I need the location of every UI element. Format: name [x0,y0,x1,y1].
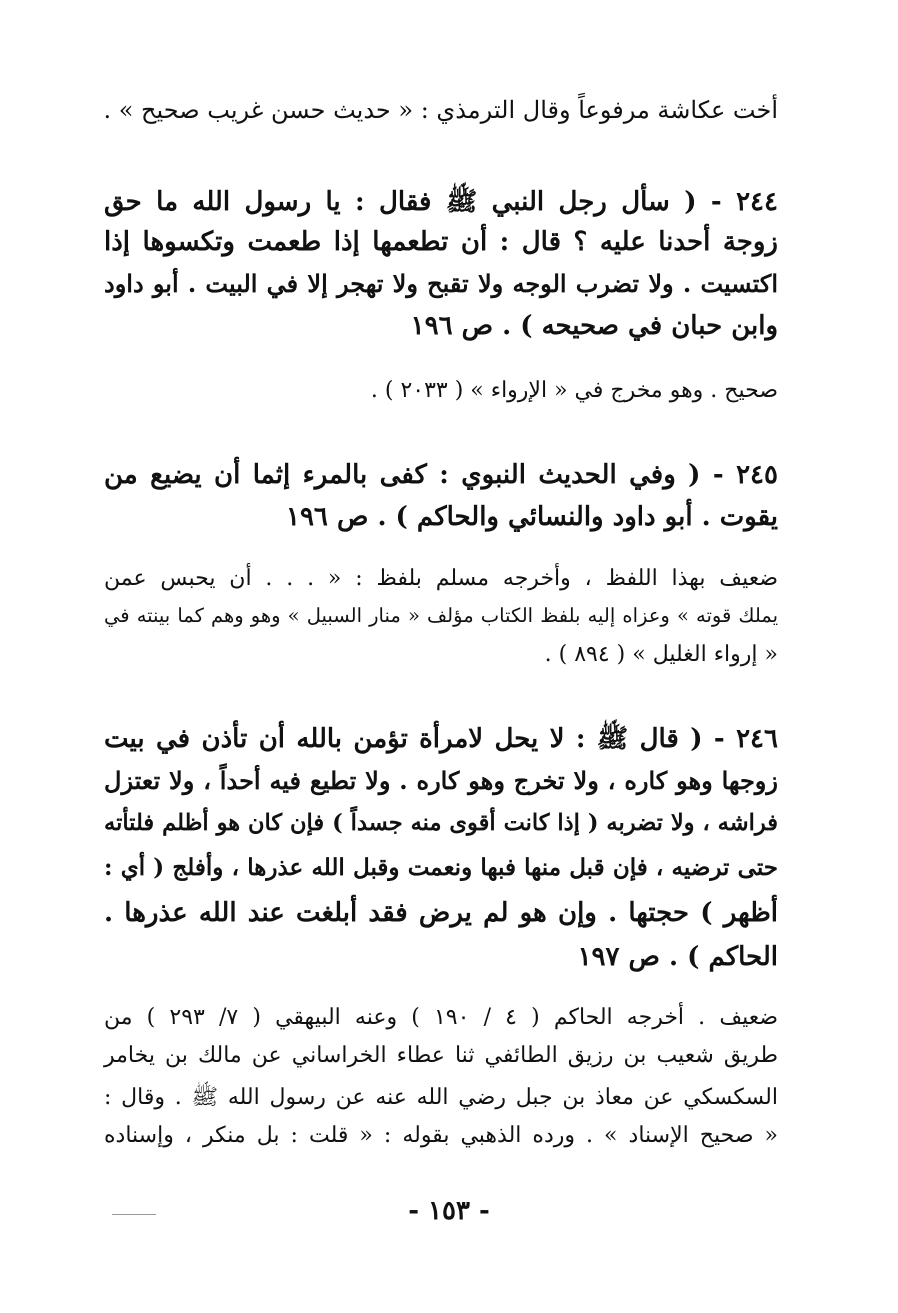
hadith-245-line-1: ٢٤٥ - ( وفي الحديث النبوي : كفى بالمرء إثما أن يضيع من [104,460,778,490]
hadith-246-line-4: حتى ترضيه ، فإن قبل منها فبها ونعمت وقبل الله عذرها ، وأفلج ( أي : [104,854,778,881]
hadith-244-line-4: وابن حبان في صحيحه ) . ص ١٩٦ [410,311,778,341]
hadith-246-line-5: أظهر ) حجتها . وإن هو لم يرض فقد أبلغت عند الله عذرها . [104,898,778,928]
hadith-244-line-3: اكتسيت . ولا تضرب الوجه ولا تقبح ولا تهجر إلا في البيت . أبو داود [104,269,778,298]
hadith-245-note-line-2: يملك قوته » وعزاه إليه بلفظ الكتاب مؤلف « منار السبيل » وهو وهم كما بينته في [104,604,778,627]
hadith-245-line-2: يقوت . أبو داود والنسائي والحاكم ) . ص ١٩٦ [286,502,778,532]
hadith-246-line-3: فراشه ، ولا تضربه ( إذا كانت أقوى منه جسداً ) فإن كان هو أظلم فلتأته [104,810,778,836]
hadith-245-note-line-1: ضعيف بهذا اللفظ ، وأخرجه مسلم بلفظ : « . . . أن يحبس عمن [104,566,778,591]
hadith-245-note-line-3: « إرواء الغليل » ( ٨٩٤ ) . [544,642,778,667]
hadith-244-line-1: ٢٤٤ - ( سأل رجل النبي ﷺ فقال : يا رسول الله ما حق [104,187,778,217]
page-number: - ١٥٣ - [408,1196,490,1226]
hadith-244-note: صحيح . وهو مخرج في « الإرواء » ( ٢٠٣٣ ) . [370,378,778,403]
hadith-246-note-line-3: السكسكي عن معاذ بن جبل رضي الله عنه عن رسول الله ﷺ . وقال : [104,1085,778,1110]
hadith-246-line-2: زوجها وهو كاره ، ولا تخرج وهو كاره . ولا تطيع فيه أحداً ، ولا تعتزل [104,766,778,795]
hadith-246-line-6: الحاكم ) . ص ١٩٧ [577,942,778,972]
hadith-244-line-2: زوجة أحدنا عليه ؟ قال : أن تطعمها إذا طعمت وتكسوها إذا [104,227,778,257]
intro-line-1: أخت عكاشة مرفوعاً وقال الترمذي : « حديث حسن غريب صحيح » . [103,96,778,124]
hadith-246-note-line-1: ضعيف . أخرجه الحاكم ( ٤ / ١٩٠ ) وعنه البيهقي ( ٧/ ٢٩٣ ) من [104,1005,779,1030]
hadith-246-note-line-2: طريق شعيب بن رزيق الطائفي ثنا عطاء الخراساني عن مالك بن يخامر [104,1043,778,1068]
hadith-246-note-line-4: « صحيح الإسناد » . ورده الذهبي بقوله : « قلت : بل منكر ، وإسناده [104,1123,778,1148]
hadith-246-line-1: ٢٤٦ - ( قال ﷺ : لا يحل لامرأة تؤمن بالله أن تأذن في بيت [104,724,778,754]
